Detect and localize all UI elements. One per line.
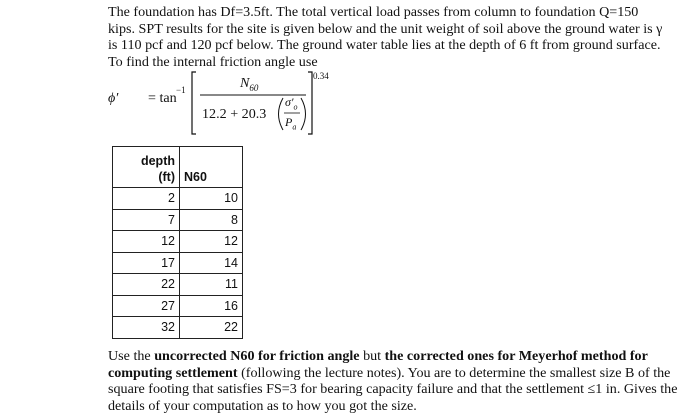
formula-numerator: $N_{60}$ bbox=[240, 75, 259, 93]
formula-denominator: 12.2 + 20.3 bbox=[202, 106, 267, 122]
bold-phrase-friction: uncorrected N60 for friction angle bbox=[154, 348, 360, 364]
problem-intro: The foundation has Df=3.5ft. The total vertical load passes from column to foundation Q=150 kips. SPT results for the site is given below and the unit weight of soil above the ground water is γ is 110 pcf and 120 pcf below. The ground water table lies at the depth of 6 ft from ground surface. To find the internal friction angle use bbox=[108, 4, 663, 70]
formula-exponent: 0.34 bbox=[313, 71, 329, 81]
depth-cell: 7 bbox=[113, 209, 180, 231]
table-header-row bbox=[113, 147, 243, 188]
n60-cell: 8 bbox=[180, 209, 243, 231]
depth-cell: 2 bbox=[113, 188, 180, 210]
bold-phrase-settlement: the corrected ones for Meyerhof method for computing settlement bbox=[108, 348, 648, 381]
table-row bbox=[113, 231, 243, 253]
table-row bbox=[113, 274, 243, 296]
header-depth: depth (ft) bbox=[113, 147, 180, 188]
n60-cell: 14 bbox=[180, 252, 243, 274]
formula-brackets bbox=[108, 70, 368, 140]
n60-cell: 22 bbox=[180, 317, 243, 339]
table-row bbox=[113, 188, 243, 210]
formula-pa: $P_a$ bbox=[285, 115, 297, 132]
depth-cell: 22 bbox=[113, 274, 180, 296]
table-row bbox=[113, 317, 243, 339]
depth-cell: 32 bbox=[113, 317, 180, 339]
outer-left-bracket bbox=[192, 72, 196, 134]
problem-instructions: Use the uncorrected N60 for friction angle but the corrected ones for Meyerhof method for computing settlement (following the lecture notes). You are to determine the smallest size B of the square footing that satisfies FS=3 for bearing capacity failure and that the settlement ≤1 in. Gives the details of your computation as to how you got the size. bbox=[108, 348, 678, 414]
table-row bbox=[113, 295, 243, 317]
n60-cell: 11 bbox=[180, 274, 243, 296]
table-row bbox=[113, 209, 243, 231]
inner-left-paren bbox=[279, 98, 284, 130]
formula-tan: = tan bbox=[148, 90, 177, 106]
table-row bbox=[113, 252, 243, 274]
depth-cell: 17 bbox=[113, 252, 180, 274]
spt-table bbox=[112, 146, 243, 339]
depth-cell: 12 bbox=[113, 231, 180, 253]
n60-cell: 16 bbox=[180, 295, 243, 317]
formula-lhs: ϕ′ bbox=[108, 90, 119, 106]
depth-cell: 27 bbox=[113, 295, 180, 317]
formula-sigma: $\sigma'_o$ bbox=[285, 95, 298, 112]
inner-right-paren bbox=[301, 98, 306, 130]
formula-inverse-exponent: −1 bbox=[176, 85, 186, 95]
outer-right-bracket bbox=[308, 72, 312, 134]
n60-cell: 12 bbox=[180, 231, 243, 253]
header-n60: N60 bbox=[180, 147, 243, 188]
friction-angle-formula bbox=[108, 70, 368, 140]
n60-cell: 10 bbox=[180, 188, 243, 210]
